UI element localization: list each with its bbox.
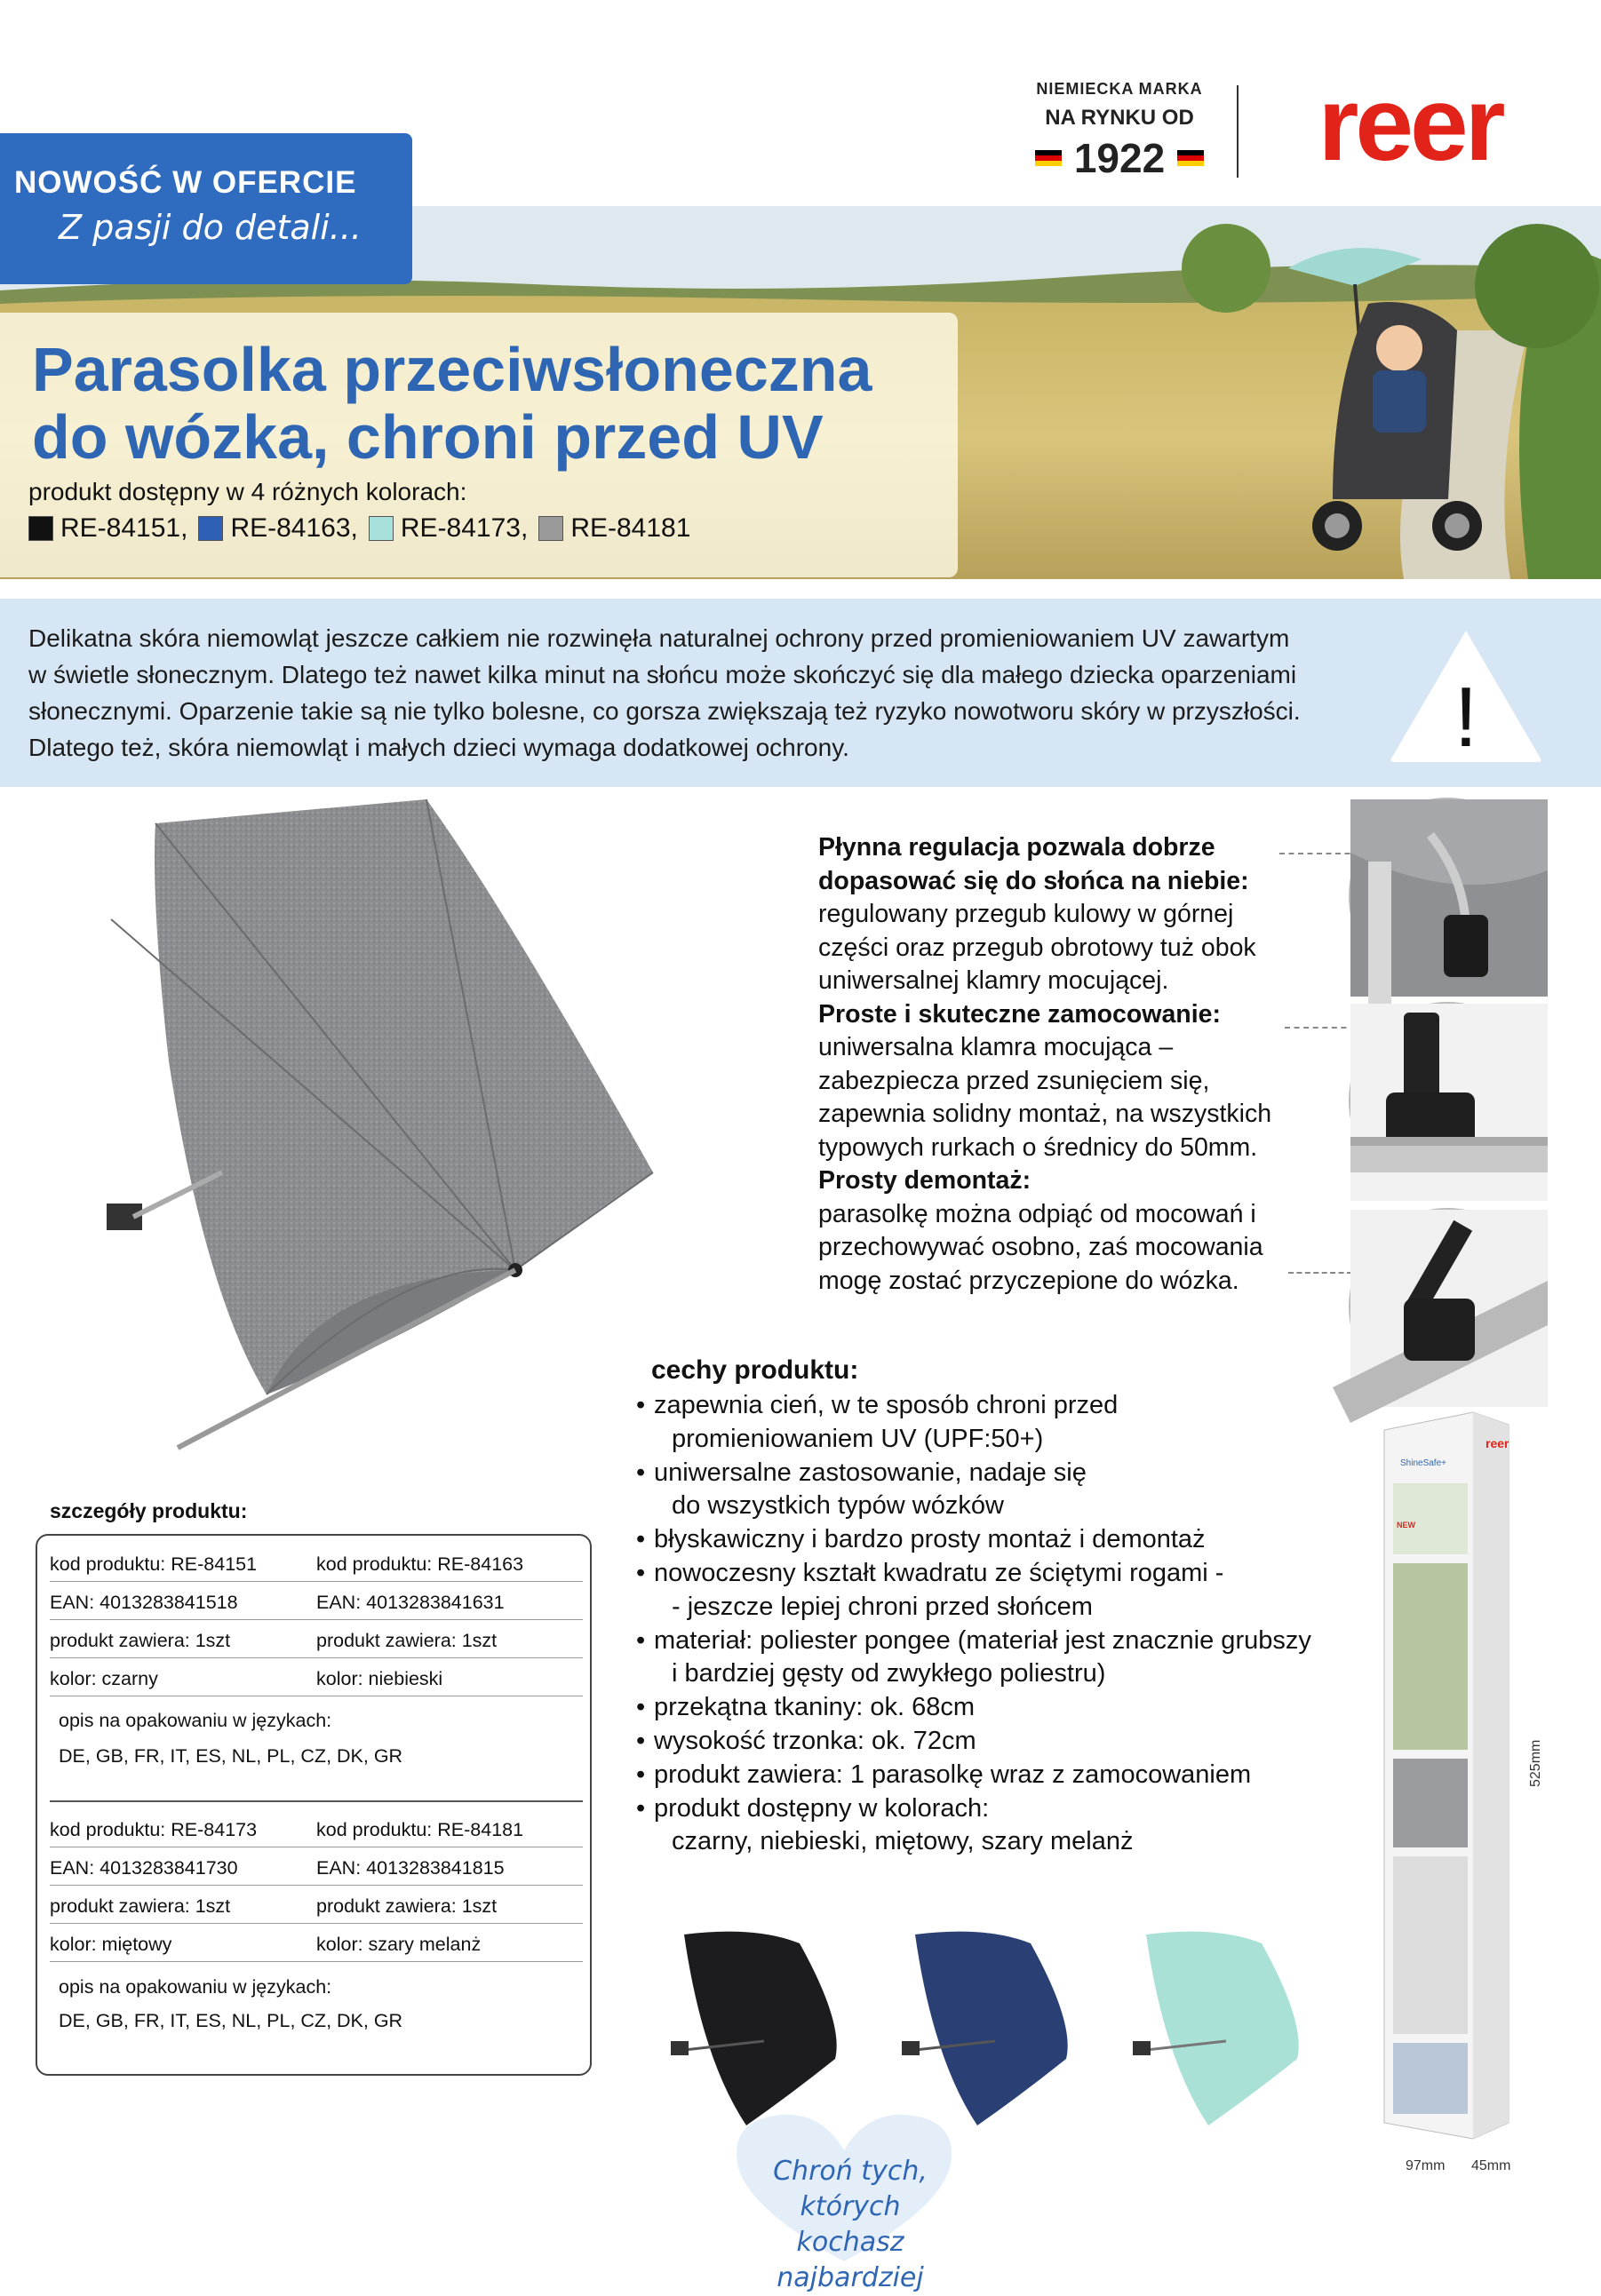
table-cell: produkt zawiera: 1szt — [50, 1895, 231, 1917]
warning-triangle-icon — [1386, 624, 1546, 766]
blue-umbrella-image — [897, 1926, 1084, 2139]
table-cell: kod produktu: RE-84181 — [316, 1819, 524, 1840]
table-row — [50, 1928, 583, 1962]
slogan-line-1: Chroń tych, których — [773, 2156, 928, 2222]
feature-1-body: regulowany przegub kulowy w górnej — [818, 900, 1234, 928]
brand-line-2: NA RYNKU OD — [1045, 106, 1194, 130]
box-product-name: ShineSafe+ — [1400, 1458, 1446, 1468]
feature-item-line: • uniwersalne zastosowanie, nadaje się — [654, 1458, 1087, 1487]
box-depth-dimension: 45mm — [1471, 2158, 1511, 2173]
table-row — [50, 1586, 583, 1620]
feature-2-body: typowych rurkach o średnicy do 50mm. — [818, 1132, 1258, 1162]
table-row — [50, 1548, 583, 1582]
brand-divider — [1237, 85, 1239, 178]
feature-item — [636, 1691, 1374, 1725]
product-features-list — [636, 1389, 1374, 1859]
color-swatch-blue — [198, 516, 223, 541]
feature-item-line: • produkt dostępny w kolorach: — [654, 1793, 990, 1823]
table-cell: EAN: 4013283841518 — [50, 1592, 238, 1613]
feature-item — [636, 1457, 1374, 1524]
box-height-dimension: 525mm — [1528, 1739, 1543, 1787]
warning-line: słonecznymi. Oparzenie takie są nie tylko bolesne, co gorsza zwiększają też ryzyko nowotworu skóry w przyszłości. — [28, 697, 1301, 725]
product-details-title: szczegóły produktu: — [50, 1499, 248, 1522]
feature-2-body: zabezpiecza przed zsunięciem się, — [818, 1066, 1210, 1095]
color-code-label: RE-84181 — [570, 513, 691, 543]
uv-warning-section — [0, 599, 1601, 787]
feature-item-line: czarny, niebieski, miętowy, szary melanż — [672, 1827, 1134, 1856]
table-cell: produkt zawiera: 1szt — [50, 1630, 231, 1651]
color-code-label: RE-84163, — [230, 513, 358, 543]
feature-2-body: uniwersalna klamra mocująca – — [818, 1033, 1174, 1061]
feature-1-title: Płynna regulacja pozwala dobrze — [818, 833, 1215, 862]
detail-clamp-image — [1349, 1002, 1546, 1199]
black-umbrella-image — [666, 1926, 853, 2139]
packaging-box-image — [1375, 1412, 1526, 2141]
box-brand: reer — [1486, 1436, 1509, 1450]
table-row — [50, 1814, 583, 1847]
table-cell: produkt zawiera: 1szt — [316, 1895, 498, 1917]
feature-item-line: • przekątna tkaniny: ok. 68cm — [654, 1693, 976, 1722]
detail-ball-joint-image — [1349, 798, 1546, 995]
feature-descriptions — [818, 831, 1316, 1298]
grey-umbrella-image — [98, 795, 666, 1408]
feature-item — [636, 1389, 1374, 1457]
table-cell: kod produktu: RE-84151 — [50, 1553, 258, 1575]
callout-line — [1279, 853, 1359, 854]
feature-item-line: • materiał: poliester pongee (materiał jest znacznie grubszy — [654, 1625, 1311, 1655]
table-cell: EAN: 4013283841815 — [316, 1857, 505, 1879]
color-swatch-black — [28, 516, 53, 541]
product-title-box — [0, 313, 958, 577]
color-code-item — [198, 513, 357, 544]
color-codes-list — [28, 513, 701, 544]
feature-1-body: uniwersalnej klamry mocującej. — [818, 966, 1169, 995]
detail-mount-image — [1349, 1208, 1546, 1405]
german-flag-icon — [1035, 150, 1062, 166]
brand-year-row — [1022, 134, 1217, 182]
brand-since-block — [1022, 80, 1217, 182]
languages-label: opis na opakowaniu w językach: — [59, 1710, 332, 1731]
feature-item — [636, 1759, 1374, 1792]
feature-item-line: • nowoczesny kształt kwadratu ze ściętymi rogami - — [654, 1558, 1224, 1587]
warning-line: Delikatna skóra niemowląt jeszcze całkiem nie rozwinęła naturalnej ochrony przed promieniowaniem UV zawartym — [28, 624, 1290, 652]
product-features-title: cechy produktu: — [651, 1355, 859, 1385]
languages-value: DE, GB, FR, IT, ES, NL, PL, CZ, DK, GR — [59, 2010, 403, 2031]
feature-2-title: Proste i skuteczne zamocowanie: — [818, 999, 1221, 1029]
feature-item — [636, 1557, 1374, 1625]
feature-item-line: • wysokość trzonka: ok. 72cm — [654, 1726, 976, 1755]
product-details-table — [36, 1534, 592, 2076]
feature-3-body: mogę zostać przyczepione do wózka. — [818, 1266, 1239, 1295]
table-row — [50, 1890, 583, 1924]
reer-logo — [1266, 66, 1555, 183]
german-flag-icon — [1177, 150, 1204, 166]
table-cell: kolor: miętowy — [50, 1934, 172, 1955]
languages-value: DE, GB, FR, IT, ES, NL, PL, CZ, DK, GR — [59, 1745, 403, 1767]
table-cell: kolor: czarny — [50, 1668, 158, 1689]
table-cell: kod produktu: RE-84163 — [316, 1553, 524, 1575]
feature-item-line: - jeszcze lepiej chroni przed słońcem — [672, 1592, 1093, 1621]
mint-umbrella-image — [1128, 1926, 1315, 2139]
feature-item-line: i bardziej gęsty od zwykłego poliestru) — [672, 1659, 1106, 1688]
feature-item-line: • błyskawiczny i bardzo prosty montaż i demontaż — [654, 1525, 1206, 1554]
warning-line: w świetle słonecznym. Dlatego też nawet kilka minut na słońcu może skończyć się dla małego dziecka oparzeniami — [28, 661, 1297, 688]
color-code-label: RE-84173, — [400, 513, 529, 543]
table-row — [50, 1625, 583, 1658]
table-row — [50, 1663, 583, 1696]
color-swatch-grey — [538, 516, 563, 541]
feature-item-line: • zapewnia cień, w te sposób chroni przed — [654, 1391, 1119, 1419]
hero-banner — [0, 165, 1601, 579]
table-divider — [50, 1800, 583, 1802]
feature-3-title: Prosty demontaż: — [818, 1166, 1031, 1195]
color-code-label: RE-84151, — [60, 513, 188, 543]
table-cell: EAN: 4013283841730 — [50, 1857, 238, 1879]
feature-item — [636, 1792, 1374, 1860]
feature-3-body: parasolkę można odpiąć od mocowań i — [818, 1199, 1256, 1228]
color-code-item — [28, 513, 187, 544]
availability-text: produkt dostępny w 4 różnych kolorach: — [28, 478, 467, 505]
reer-logo-text: reer — [1318, 66, 1502, 183]
new-offer-title: NOWOŚĆ W OFERCIE — [14, 165, 357, 200]
box-new-badge: NEW — [1397, 1521, 1415, 1529]
table-row — [50, 1852, 583, 1886]
warning-line: Dlatego też, skóra niemowląt i małych dzieci wymaga dodatkowej ochrony. — [28, 734, 849, 761]
feature-item-line: • produkt zawiera: 1 parasolkę wraz z zamocowaniem — [654, 1760, 1252, 1789]
callout-line — [1288, 1272, 1352, 1274]
table-cell: kod produktu: RE-84173 — [50, 1819, 258, 1840]
new-offer-subtitle: Z pasji do detali... — [59, 208, 362, 247]
feature-3-body: przechowywać osobno, zaś mocowania — [818, 1233, 1263, 1261]
new-offer-badge — [0, 133, 412, 284]
table-cell: EAN: 4013283841631 — [316, 1592, 505, 1613]
feature-item-line: do wszystkich typów wózków — [672, 1491, 1004, 1521]
slogan — [739, 2154, 961, 2296]
table-cell: produkt zawiera: 1szt — [316, 1630, 498, 1651]
table-cell: kolor: niebieski — [316, 1668, 443, 1689]
feature-item — [636, 1523, 1374, 1557]
feature-item — [636, 1725, 1374, 1759]
warning-glyph: ! — [1454, 670, 1478, 765]
box-width-dimension: 97mm — [1406, 2158, 1446, 2173]
callout-line — [1285, 1027, 1356, 1029]
brand-year: 1922 — [1073, 135, 1166, 181]
uv-warning-text — [28, 620, 1397, 766]
table-cell: kolor: szary melanż — [316, 1934, 482, 1955]
color-swatch-mint — [369, 516, 394, 541]
product-title-line-2: do wózka, chroni przed UV — [32, 402, 824, 472]
color-code-item — [538, 513, 690, 544]
color-code-item — [369, 513, 528, 544]
feature-1-body: części oraz przegub obrotowy tuż obok — [818, 933, 1256, 962]
feature-item-line: promieniowaniem UV (UPF:50+) — [672, 1424, 1044, 1453]
feature-item — [636, 1625, 1374, 1692]
brand-line-1: NIEMIECKA MARKA — [1036, 80, 1203, 98]
feature-2-body: zapewnia solidny montaż, na wszystkich — [818, 1100, 1272, 1128]
languages-label: opis na opakowaniu w językach: — [59, 1976, 332, 1998]
slogan-line-2: kochasz najbardziej — [777, 2227, 924, 2293]
feature-1-title: dopasować się do słońca na niebie: — [818, 866, 1249, 895]
product-title-line-1: Parasolka przeciwsłoneczna — [32, 335, 872, 404]
